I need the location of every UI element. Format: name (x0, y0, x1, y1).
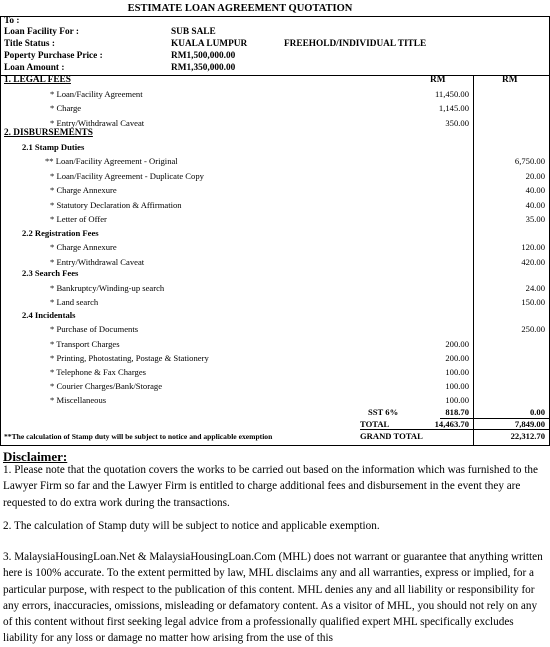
loan-amount-label: Loan Amount : (4, 63, 65, 73)
stamp-duty-item-label: * Charge Annexure (50, 185, 117, 195)
stamp-duty-item-rm2: 40.00 (525, 200, 545, 210)
grand-total-value: 22,312.70 (510, 431, 545, 441)
registration-fee-item-rm2: 420.00 (521, 257, 545, 267)
legal-fee-item-rm1: 11,450.00 (434, 89, 469, 99)
stamp-duty-item-label: * Letter of Offer (50, 214, 107, 224)
registration-fee-item-rm2: 120.00 (521, 242, 545, 252)
incidental-item-rm1: 100.00 (445, 395, 469, 405)
search-fee-item-rm2: 150.00 (521, 297, 545, 307)
stamp-duty-item-rm2: 20.00 (525, 171, 545, 181)
stamp-duty-item-label: ** Loan/Facility Agreement - Original (45, 156, 178, 166)
search-fee-item-label: * Land search (50, 297, 99, 307)
registration-fee-item-label: * Entry/Withdrawal Caveat (50, 257, 145, 267)
legal-fee-item-label: * Entry/Withdrawal Caveat (50, 118, 145, 128)
incidental-item-label: * Transport Charges (50, 339, 120, 349)
column-divider (473, 75, 474, 446)
stamp-duties-heading: 2.1 Stamp Duties (22, 142, 85, 152)
grand-total-label: GRAND TOTAL (360, 431, 423, 441)
registration-fee-item-label: * Charge Annexure (50, 242, 117, 252)
loan-facility-value: SUB SALE (171, 27, 216, 37)
stamp-duty-item-label: * Loan/Facility Agreement - Duplicate Copy (50, 171, 204, 181)
total-label: TOTAL (360, 419, 390, 429)
loan-facility-label: Loan Facility For : (4, 27, 79, 37)
disbursements-heading: 2. DISBURSEMENTS (4, 128, 93, 138)
purchase-price-value: RM1,500,000.00 (171, 51, 236, 61)
disclaimer-paragraph: 3. MalaysiaHousingLoan.Net & MalaysiaHousingLoan.Com (MHL) does not warrant or guarantee that anything written here is 100% accurate. To the extent permitted by law, MHL disclaims any and all warranties, express or implied, for a particular purpose, with respect to the publication of this content. MHL denies any and all liability or responsibility for any errors, inaccuracies, omissions, misleading or defamatory content. As a visitor of MHL, you should not rely on any of this content without first seeking legal advice from a professionally qualified expert MHL specifically excludes liability for any loss or damage no matter how arising from the use of this (3, 551, 543, 645)
title-status-value: KUALA LUMPUR (171, 39, 248, 49)
title-status-extra: FREEHOLD/INDIVIDUAL TITLE (284, 39, 427, 49)
incidental-item-rm1: 200.00 (445, 339, 469, 349)
disclaimer-paragraph: 2. The calculation of Stamp duty will be subject to notice and applicable exemption. (3, 520, 380, 532)
disclaimer-heading: Disclaimer: (3, 449, 68, 464)
search-fee-item-label: * Bankruptcy/Winding-up search (50, 283, 165, 293)
table-bottom-border (0, 445, 550, 446)
incidental-item-label: * Purchase of Documents (50, 324, 139, 334)
search-fees-heading: 2.3 Search Fees (22, 268, 79, 278)
legal-fees-top-rule (0, 75, 550, 76)
column-header-rm-2: RM (502, 75, 518, 85)
incidental-item-label: * Telephone & Fax Charges (50, 367, 146, 377)
total-rm2: 7,849.00 (514, 419, 545, 429)
incidental-item-label: * Miscellaneous (50, 395, 107, 405)
legal-fee-item-label: * Charge (50, 103, 82, 113)
legal-fee-item-label: * Loan/Facility Agreement (50, 89, 143, 99)
stamp-duty-item-rm2: 35.00 (525, 214, 545, 224)
legal-fee-item-rm1: 1,145.00 (438, 103, 469, 113)
column-header-rm-1: RM (430, 75, 446, 85)
incidental-item-rm1: 200.00 (445, 353, 469, 363)
title-status-label: Title Status : (4, 39, 55, 49)
total-rm1: 14,463.70 (434, 419, 469, 429)
incidental-item-rm2: 250.00 (521, 324, 545, 334)
loan-amount-value: RM1,350,000.00 (171, 63, 236, 73)
incidental-item-label: * Printing, Photostating, Postage & Stationery (50, 353, 209, 363)
table-left-border (0, 16, 1, 446)
to-label: To : (4, 16, 20, 26)
stamp-duty-item-rm2: 6,750.00 (514, 156, 545, 166)
title-underline (0, 16, 550, 17)
stamp-duty-item-label: * Statutory Declaration & Affirmation (50, 200, 182, 210)
incidental-item-rm1: 100.00 (445, 367, 469, 377)
search-fee-item-rm2: 24.00 (525, 283, 545, 293)
purchase-price-label: Poperty Purchase Price : (4, 51, 103, 61)
sst-rm2: 0.00 (529, 407, 545, 417)
incidental-item-rm1: 100.00 (445, 381, 469, 391)
sst-label: SST 6% (368, 407, 399, 417)
disclaimer-paragraph: 1. Please note that the quotation covers the works to be carried out based on the information which was furnished to the Lawyer Firm so far and the Lawyer Firm is entitled to charge additional fees and disbursement in the event they are requested to do extra work during the transactions. (3, 464, 538, 509)
legal-fee-item-rm1: 350.00 (445, 118, 469, 128)
incidentals-heading: 2.4 Incidentals (22, 310, 76, 320)
incidental-item-label: * Courier Charges/Bank/Storage (50, 381, 163, 391)
registration-fees-heading: 2.2 Registration Fees (22, 228, 99, 238)
stamp-duty-item-rm2: 40.00 (525, 185, 545, 195)
sst-rm1: 818.70 (445, 407, 469, 417)
legal-fees-heading: 1. LEGAL FEES (4, 75, 71, 85)
stamp-duty-note: **The calculation of Stamp duty will be subject to notice and applicable exemption (4, 432, 273, 441)
page-title: ESTIMATE LOAN AGREEMENT QUOTATION (127, 3, 353, 14)
